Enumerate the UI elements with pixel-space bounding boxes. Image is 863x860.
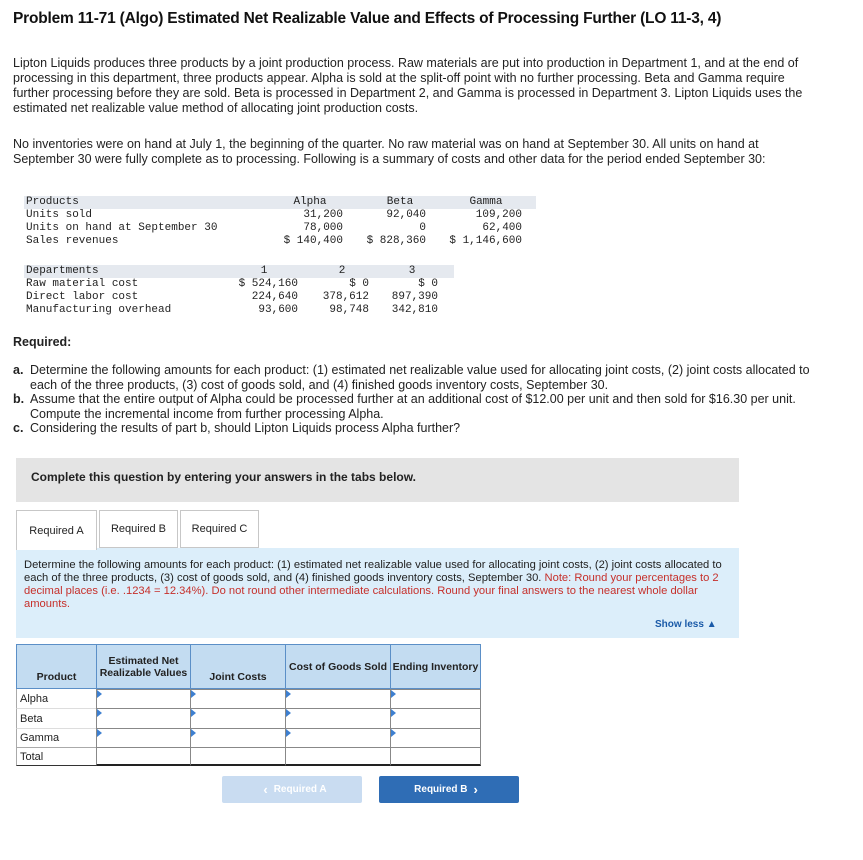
tab-required-a[interactable]: Required A	[16, 510, 97, 550]
dropdown-marker-icon	[286, 709, 291, 717]
header-alpha: Alpha	[293, 196, 327, 208]
header-dept-3: 3	[408, 265, 416, 277]
dropdown-marker-icon	[286, 729, 291, 737]
total-joint-costs	[190, 747, 286, 766]
cell-alpha: $ 140,400	[283, 235, 343, 247]
cell-dept-3: $ 0	[418, 278, 438, 290]
input-ending-inventory-beta[interactable]	[390, 708, 481, 729]
dropdown-marker-icon	[191, 709, 196, 717]
cell-dept-1: 224,640	[251, 291, 298, 303]
row-label: Raw material cost	[26, 278, 139, 290]
row-label: Direct labor cost	[26, 291, 139, 303]
cell-gamma: 62,400	[482, 222, 522, 234]
row-label: Units sold	[26, 209, 93, 221]
header-dept-1: 1	[260, 265, 268, 277]
row-label-total: Total	[16, 748, 97, 766]
dropdown-marker-icon	[391, 709, 396, 717]
header-gamma: Gamma	[469, 196, 503, 208]
input-joint-costs-alpha[interactable]	[190, 689, 286, 709]
cell-dept-3: 897,390	[391, 291, 438, 303]
cell-alpha: 31,200	[303, 209, 343, 221]
dropdown-marker-icon	[191, 690, 196, 698]
tab-required-c[interactable]: Required C	[180, 510, 259, 548]
show-less-link[interactable]	[655, 619, 717, 630]
show-less-label: Show less	[655, 619, 704, 630]
complete-prompt-banner	[16, 458, 739, 502]
dropdown-marker-icon	[391, 690, 396, 698]
input-nrv-beta[interactable]	[96, 708, 191, 729]
input-ending-inventory-gamma[interactable]	[390, 728, 481, 748]
next-button-label: Required B	[414, 784, 468, 795]
products-header-label: Products	[26, 196, 79, 208]
cell-gamma: 109,200	[475, 209, 522, 221]
chevron-right-icon: ›	[473, 782, 478, 797]
departments-header-label: Departments	[26, 265, 99, 277]
cell-dept-2: 98,748	[329, 304, 369, 316]
rounding-note: Note: Round your percentages to 2 decimal places (i.e. .1234 = 12.34%). Do not round other intermediate calculations. Round your final answers to the nearest whole dollar amounts.	[24, 572, 719, 610]
row-label: Manufacturing overhead	[26, 304, 172, 316]
prev-button-label: Required A	[273, 784, 327, 795]
cell-gamma: $ 1,146,600	[449, 235, 522, 247]
cell-beta: $ 828,360	[366, 235, 426, 247]
input-nrv-alpha[interactable]	[96, 689, 191, 709]
dropdown-marker-icon	[97, 690, 102, 698]
required-item-c	[13, 421, 818, 436]
intro-paragraph: Lipton Liquids produces three products by a joint production process. Raw materials are put into production in Department 1, and at the end of processing in this department, three products appear. Alpha is sold at the split-off point with no further processing. Beta and Gamma require further processing before they are sold. Beta is processed in Department 2, and Gamma is processed in Department 3. Lipton Liquids uses the estimated net realizable value method of allocating joint production costs.	[13, 56, 803, 115]
column-header-cogs: Cost of Goods Sold	[285, 644, 391, 689]
problem-title: Problem 11-71 (Algo) Estimated Net Realizable Value and Effects of Processing Further (LO 11-3, 4)	[13, 10, 722, 27]
instruction-text: Determine the following amounts for each product: (1) estimated net realizable value used for allocating joint costs, (2) joint costs allocated to each of the three products, (3) cost of goods sold, and (4) finished goods inventory costs, September 30.	[24, 559, 722, 584]
input-cogs-gamma[interactable]	[285, 728, 391, 748]
input-joint-costs-beta[interactable]	[190, 708, 286, 729]
input-joint-costs-gamma[interactable]	[190, 728, 286, 748]
header-beta: Beta	[386, 196, 414, 208]
required-item-label: c.	[13, 421, 24, 435]
total-cogs	[285, 747, 391, 766]
required-item-text: Determine the following amounts for each product: (1) estimated net realizable value used for allocating joint costs, (2) joint costs allocated to each of the three products, (3) cost of goods sold, and (4) finished goods inventory costs, September 30.	[30, 363, 810, 392]
cell-dept-2: 378,612	[322, 291, 369, 303]
caret-up-icon: ▲	[706, 619, 717, 630]
cell-beta: 0	[419, 222, 426, 234]
dropdown-marker-icon	[97, 729, 102, 737]
row-label-alpha: Alpha	[16, 689, 97, 709]
total-nrv	[96, 747, 191, 766]
dropdown-marker-icon	[191, 729, 196, 737]
required-item-text: Assume that the entire output of Alpha could be processed further at an additional cost of $12.00 per unit and then sold for $16.30 per unit. Compute the incremental income from further processing Alpha.	[30, 392, 796, 421]
required-item-a	[13, 363, 818, 392]
cell-dept-1: 93,600	[258, 304, 298, 316]
required-item-b	[13, 392, 818, 421]
required-heading: Required:	[13, 335, 72, 349]
input-cogs-alpha[interactable]	[285, 689, 391, 709]
row-label: Sales revenues	[26, 235, 119, 247]
cell-dept-3: 342,810	[391, 304, 438, 316]
row-label-gamma: Gamma	[16, 729, 97, 748]
input-nrv-gamma[interactable]	[96, 728, 191, 748]
tab-required-b[interactable]: Required B	[99, 510, 178, 548]
column-header-joint-costs: Joint Costs	[190, 644, 286, 689]
cell-dept-1: $ 524,160	[238, 278, 298, 290]
prev-button[interactable]	[222, 776, 362, 803]
dropdown-marker-icon	[286, 690, 291, 698]
row-label: Units on hand at September 30	[26, 222, 218, 234]
column-header-ending-inventory: Ending Inventory	[390, 644, 481, 689]
cell-alpha: 78,000	[303, 222, 343, 234]
dropdown-marker-icon	[391, 729, 396, 737]
required-item-label: a.	[13, 363, 24, 377]
intro-paragraph-2: No inventories were on hand at July 1, the beginning of the quarter. No raw material was on hand at September 30. All units on hand at September 30 were fully complete as to processing. Following is a summary of costs and other data for the period ended September 30:	[13, 137, 766, 166]
complete-prompt-text: Complete this question by entering your answers in the tabs below.	[31, 470, 416, 484]
row-label-beta: Beta	[16, 709, 97, 729]
required-item-label: b.	[13, 392, 25, 406]
cell-dept-2: $ 0	[349, 278, 369, 290]
next-button[interactable]	[379, 776, 519, 803]
column-header-product: Product	[16, 644, 97, 689]
required-item-text: Considering the results of part b, should Lipton Liquids process Alpha further?	[30, 421, 461, 435]
input-ending-inventory-alpha[interactable]	[390, 689, 481, 709]
column-header-nrv: Estimated Net Realizable Values	[96, 644, 191, 689]
dropdown-marker-icon	[97, 709, 102, 717]
required-list	[13, 363, 818, 436]
total-ending-inventory	[390, 747, 481, 766]
chevron-left-icon: ‹	[263, 782, 268, 797]
tab-panel-required-a	[16, 548, 739, 638]
instructions	[24, 559, 732, 611]
input-cogs-beta[interactable]	[285, 708, 391, 729]
cell-beta: 92,040	[386, 209, 426, 221]
header-dept-2: 2	[338, 265, 346, 277]
